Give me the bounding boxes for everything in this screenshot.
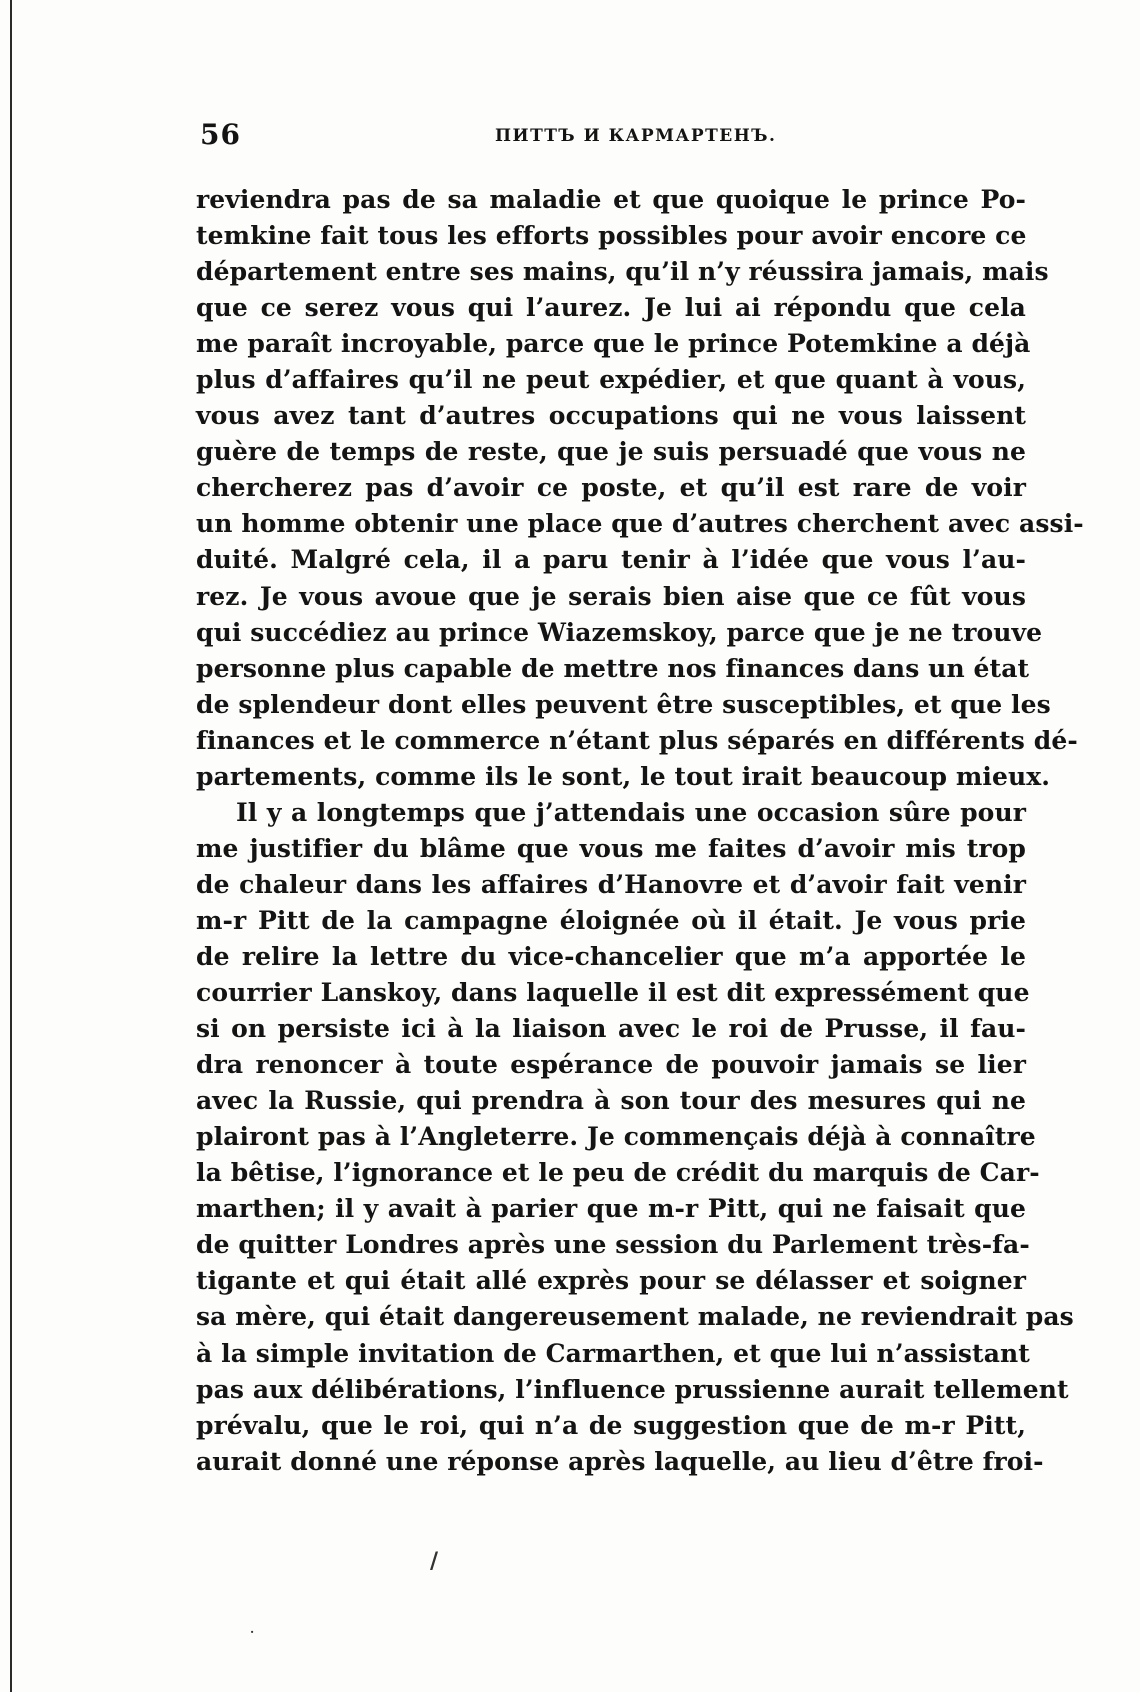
stray-ink-dot: · <box>250 1625 255 1639</box>
page-header <box>200 118 1040 158</box>
text-line: vous avez tant d’autres occupations qui ne vous laissent <box>196 401 1026 431</box>
text-line: département entre ses mains, qu’il n’y réussira jamais, mais <box>196 257 1049 287</box>
text-line: aurait donné une réponse après laquelle, au lieu d’être froi- <box>196 1446 1044 1476</box>
text-line: courrier Lanskoy, dans laquelle il est dit expressément que <box>196 978 1030 1008</box>
stray-ink-mark: / <box>430 1548 439 1574</box>
text-line: finances et le commerce n’étant plus séparés en différents dé- <box>196 725 1078 755</box>
text-line: plairont pas à l’Angleterre. Je commençais déjà à connaître <box>196 1122 1036 1152</box>
text-line: rez. Je vous avoue que je serais bien aise que ce fût vous <box>196 581 1026 611</box>
text-line: qui succédiez au prince Wiazemskoy, parce que je ne trouve <box>196 617 1043 647</box>
text-line: tigante et qui était allé exprès pour se délasser et soigner <box>196 1266 1026 1296</box>
text-line: partements, comme ils le sont, le tout irait beaucoup mieux. <box>196 761 1051 791</box>
scan-edge-rule <box>10 0 12 1692</box>
body-text <box>196 182 1084 1480</box>
text-line: me justifier du blâme que vous me faites d’avoir mis trop <box>196 833 1026 863</box>
text-line: plus d’affaires qu’il ne peut expédier, et que quant à vous, <box>196 365 1026 395</box>
text-line: guère de temps de reste, que je suis persuadé que vous ne <box>196 437 1026 467</box>
text-line: prévalu, que le roi, qui n’a de suggestion que de m-r Pitt, <box>196 1410 1026 1440</box>
text-line: reviendra pas de sa maladie et que quoique le prince Po- <box>196 185 1026 214</box>
text-line: de chaleur dans les affaires d’Hanovre et d’avoir fait venir <box>196 869 1026 899</box>
text-line: Il y a longtemps que j’attendais une occasion sûre pour <box>236 797 1026 827</box>
text-line: chercherez pas d’avoir ce poste, et qu’il est rare de voir <box>196 473 1026 503</box>
text-line: de quitter Londres après une session du Parlement très-fa- <box>196 1230 1030 1260</box>
text-line: à la simple invitation de Carmarthen, et que lui n’assistant <box>196 1338 1030 1368</box>
text-line: temkine fait tous les efforts possibles pour avoir encore ce <box>196 221 1027 251</box>
page-number: 56 <box>200 118 241 151</box>
text-line: la bêtise, l’ignorance et le peu de crédit du marquis de Car- <box>196 1158 1040 1188</box>
text-line: de splendeur dont elles peuvent être susceptibles, et que les <box>196 689 1051 719</box>
text-line: sa mère, qui était dangereusement malade, ne reviendrait pas <box>196 1302 1074 1332</box>
text-line: personne plus capable de mettre nos finances dans un état <box>196 653 1030 683</box>
text-line: que ce serez vous qui l’aurez. Je lui ai répondu que cela <box>196 293 1026 323</box>
text-line: si on persiste ici à la liaison avec le roi de Prusse, il fau- <box>196 1014 1026 1044</box>
running-head: ПИТТЪ И КАРМАРТЕНЪ. <box>495 126 777 146</box>
text-line: dra renoncer à toute espérance de pouvoir jamais se lier <box>196 1050 1026 1080</box>
text-line: duité. Malgré cela, il a paru tenir à l’idée que vous l’au- <box>196 545 1026 575</box>
text-line: pas aux délibérations, l’influence prussienne aurait tellement <box>196 1374 1069 1404</box>
text-line: marthen; il y avait à parier que m-r Pitt, qui ne faisait que <box>196 1194 1026 1224</box>
text-line: avec la Russie, qui prendra à son tour des mesures qui ne <box>196 1086 1026 1116</box>
text-line: m-r Pitt de la campagne éloignée où il était. Je vous prie <box>196 905 1026 935</box>
text-line: de relire la lettre du vice-chancelier que m’a apportée le <box>196 941 1026 971</box>
text-line: me paraît incroyable, parce que le prince Potemkine a déjà <box>196 329 1031 359</box>
text-line: un homme obtenir une place que d’autres cherchent avec assi- <box>196 509 1084 539</box>
